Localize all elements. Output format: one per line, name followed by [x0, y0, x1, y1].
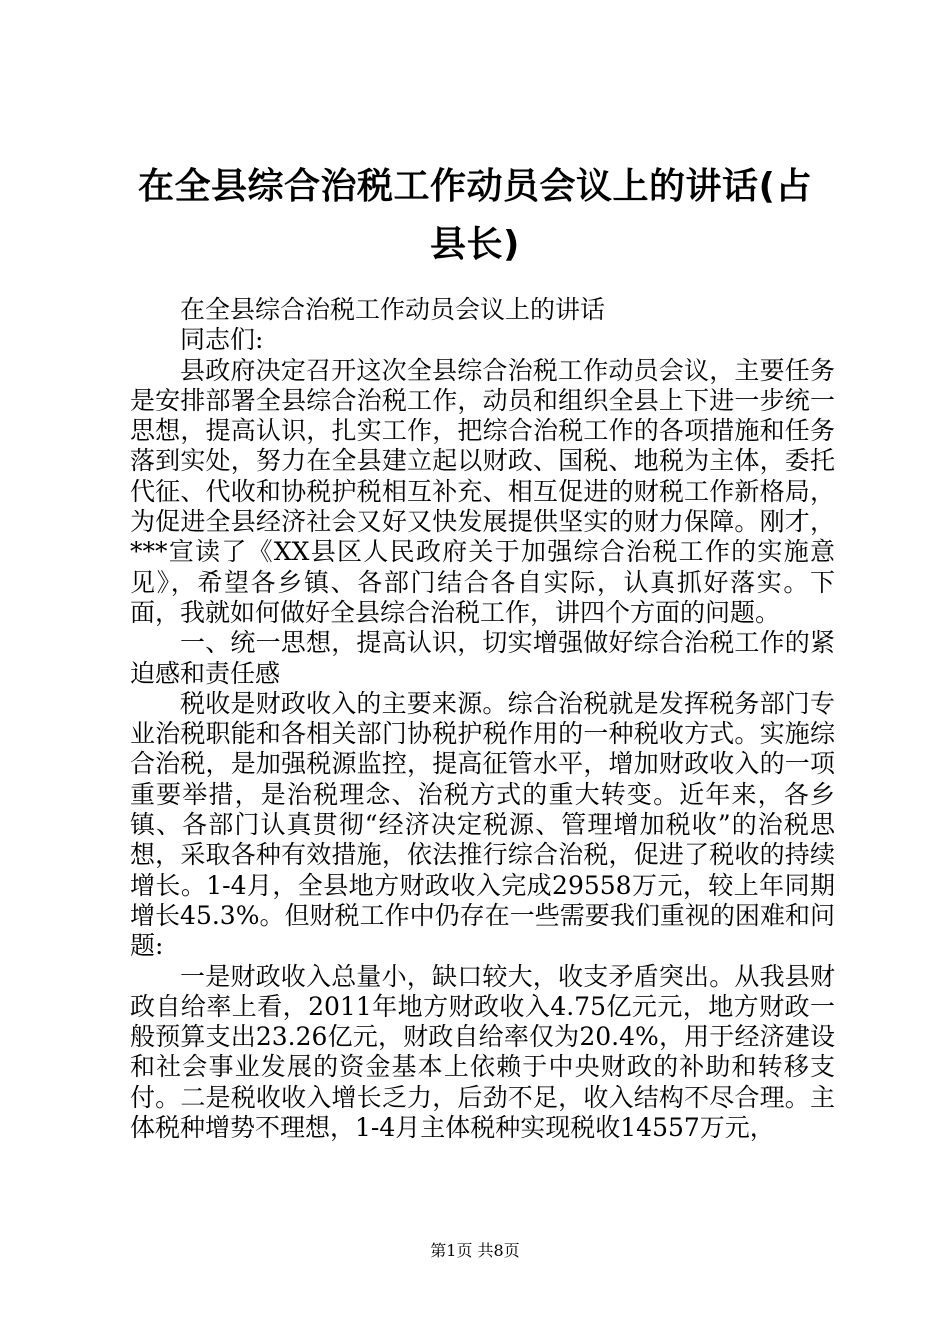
page-number-footer: 第1页 共8页: [430, 1241, 520, 1260]
section-heading: 一、统一思想，提高认识，切实增强做好综合治税工作的紧迫感和责任感: [130, 628, 835, 688]
body-paragraph: 税收是财政收入的主要来源。综合治税就是发挥税务部门专业治税职能和各相关部门协税护税作用的一种税收方式。实施综合治税，是加强税源监控，提高征管水平，增加财政收入的一项重要举措，是治税理念、治税方式的重大转变。近年来，各乡镇、各部门认真贯彻“经济决定税源、管理增加税收”的治税思想，采取各种有效措施，依法推行综合治税，促进了税收的持续增长。1-4月，全县地方财政收入完成29558万元，较上年同期增长45.3%。但财税工作中仍存在一些需要我们重视的困难和问题:: [130, 688, 835, 961]
body-paragraph: 一是财政收入总量小，缺口较大，收支矛盾突出。从我县财政自给率上看，2011年地方财政收入4.75亿元元，地方财政一般预算支出23.26亿元，财政自给率仅为20.4%，用于经济建设和社会事业发展的资金基本上依赖于中央财政的补助和转移支付。二是税收收入增长乏力，后劲不足，收入结构不尽合理。主体税种增势不理想，1-4月主体税种实现税收14557万元，: [130, 961, 835, 1143]
body-paragraph: 县政府决定召开这次全县综合治税工作动员会议，主要任务是安排部署全县综合治税工作，动员和组织全县上下进一步统一思想，提高认识，扎实工作，把综合治税工作的各项措施和任务落到实处，努力在全县建立起以财政、国税、地税为主体，委托代征、代收和协税护税相互补充、相互促进的财税工作新格局，为促进全县经济社会又好又快发展提供坚实的财力保障。刚才，***宣读了《XX县区人民政府关于加强综合治税工作的实施意见》，希望各乡镇、各部门结合各自实际，认真抓好落实。下面，我就如何做好全县综合治税工作，讲四个方面的问题。: [130, 355, 835, 627]
document-title: 在全县综合治税工作动员会议上的讲话(占县长): [138, 166, 812, 265]
salutation-paragraph: 同志们:: [180, 325, 264, 355]
document-body: [130, 295, 835, 1143]
subtitle-paragraph: 在全县综合治税工作动员会议上的讲话: [180, 295, 606, 324]
